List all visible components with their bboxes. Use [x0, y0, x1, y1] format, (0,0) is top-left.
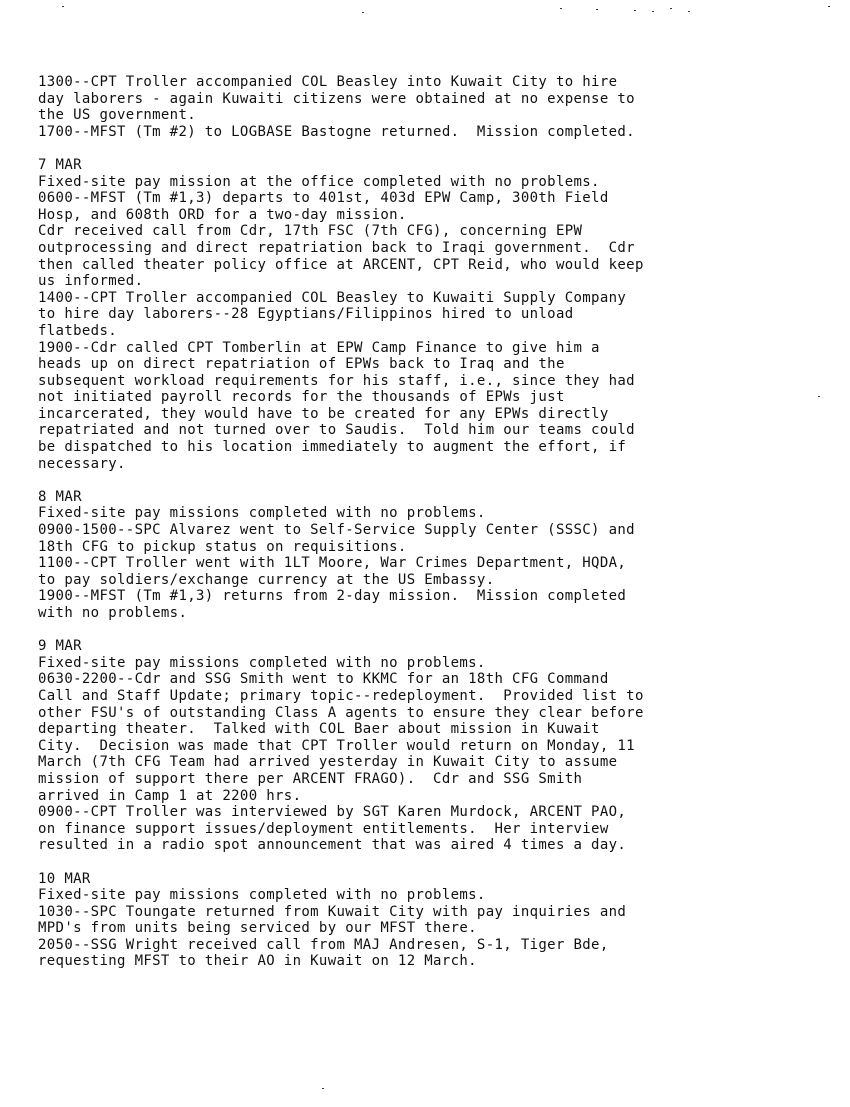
log-line: us informed.	[38, 273, 144, 290]
log-line: to hire day laborers--28 Egyptians/Filippinos hired to unload	[38, 306, 574, 323]
scan-speck	[560, 8, 562, 9]
log-line: day laborers - again Kuwaiti citizens were obtained at no expense to	[38, 90, 635, 107]
log-line: 0630-2200--Cdr and SSG Smith went to KKMC for an 18th CFG Command	[38, 671, 609, 688]
scan-speck	[688, 11, 690, 12]
log-line: other FSU's of outstanding Class A agents to ensure they clear before	[38, 704, 644, 721]
log-line: requesting MFST to their AO in Kuwait on 12 March.	[38, 953, 477, 970]
log-line: MPD's from units being serviced by our MFST there.	[38, 920, 477, 937]
scan-speck	[828, 6, 830, 7]
log-line: 1700--MFST (Tm #2) to LOGBASE Bastogne returned. Mission completed.	[38, 123, 635, 140]
document-page	[38, 74, 838, 970]
log-section-8-mar	[38, 489, 838, 622]
section-heading: 10 MAR	[38, 870, 91, 887]
log-line: mission of support there per ARCENT FRAGO). Cdr and SSG Smith	[38, 770, 583, 787]
section-spacer	[38, 854, 838, 871]
log-line: 1100--CPT Troller went with 1LT Moore, War Crimes Department, HQDA,	[38, 555, 627, 572]
log-line: March (7th CFG Team had arrived yesterday in Kuwait City to assume	[38, 754, 618, 771]
log-line: City. Decision was made that CPT Troller would return on Monday, 11	[38, 737, 635, 754]
log-line: necessary.	[38, 455, 126, 472]
log-line: 0900-1500--SPC Alvarez went to Self-Service Supply Center (SSSC) and	[38, 522, 635, 539]
log-line: 1400--CPT Troller accompanied COL Beasley to Kuwaiti Supply Company	[38, 289, 627, 306]
log-line: be dispatched to his location immediately to augment the effort, if	[38, 439, 627, 456]
scan-speck	[652, 11, 654, 12]
log-line: resulted in a radio spot announcement that was aired 4 times a day.	[38, 837, 627, 854]
log-section-7-mar	[38, 157, 838, 472]
log-line: Fixed-site pay missions completed with no problems.	[38, 654, 486, 671]
log-line: 1030--SPC Toungate returned from Kuwait City with pay inquiries and	[38, 903, 627, 920]
section-heading: 8 MAR	[38, 488, 82, 505]
log-line: departing theater. Talked with COL Baer about mission in Kuwait	[38, 721, 600, 738]
log-line: with no problems.	[38, 605, 188, 621]
log-line: 0900--CPT Troller was interviewed by SGT Karen Murdock, ARCENT PAO,	[38, 804, 627, 821]
log-line: flatbeds.	[38, 322, 118, 339]
log-line: the US government.	[38, 107, 197, 124]
log-line: subsequent workload requirements for his staff, i.e., since they had	[38, 372, 635, 389]
log-section	[38, 74, 838, 140]
log-line: 1900--MFST (Tm #1,3) returns from 2-day mission. Mission completed	[38, 588, 627, 605]
log-line: arrived in Camp 1 at 2200 hrs.	[38, 787, 302, 804]
log-line: to pay soldiers/exchange currency at the US Embassy.	[38, 571, 495, 588]
section-heading: 9 MAR	[38, 638, 82, 655]
scan-speck	[818, 396, 820, 397]
scan-speck	[362, 12, 364, 13]
scan-speck	[322, 1088, 324, 1089]
log-line: Fixed-site pay missions completed with no problems.	[38, 887, 486, 904]
scan-speck	[670, 8, 672, 9]
log-line: 1900--Cdr called CPT Tomberlin at EPW Camp Finance to give him a	[38, 339, 600, 356]
log-line: repatriated and not turned over to Saudis. Told him our teams could	[38, 422, 635, 439]
log-line: incarcerated, they would have to be created for any EPWs directly	[38, 405, 609, 422]
section-spacer	[38, 140, 838, 157]
log-line: not initiated payroll records for the thousands of EPWs just	[38, 389, 565, 406]
log-line: 1300--CPT Troller accompanied COL Beasley into Kuwait City to hire	[38, 74, 618, 90]
section-heading: 7 MAR	[38, 156, 82, 173]
log-section-10-mar	[38, 871, 838, 971]
log-line: then called theater policy office at ARCENT, CPT Reid, who would keep	[38, 256, 644, 273]
scan-speck	[634, 10, 636, 11]
log-line: on finance support issues/deployment entitlements. Her interview	[38, 820, 609, 837]
log-line: Fixed-site pay mission at the office completed with no problems.	[38, 173, 600, 190]
log-line: 2050--SSG Wright received call from MAJ Andresen, S-1, Tiger Bde,	[38, 936, 609, 953]
section-spacer	[38, 472, 838, 489]
log-line: Cdr received call from Cdr, 17th FSC (7th CFG), concerning EPW	[38, 223, 583, 240]
scan-speck	[62, 6, 64, 7]
log-line: Call and Staff Update; primary topic--redeployment. Provided list to	[38, 687, 644, 704]
log-line: 0600--MFST (Tm #1,3) departs to 401st, 403d EPW Camp, 300th Field	[38, 190, 609, 207]
log-line: outprocessing and direct repatriation back to Iraqi government. Cdr	[38, 239, 635, 256]
log-line: heads up on direct repatriation of EPWs back to Iraq and the	[38, 356, 565, 373]
scan-speck	[596, 9, 598, 10]
log-section-9-mar	[38, 638, 838, 854]
log-line: 18th CFG to pickup status on requisitions.	[38, 538, 407, 555]
section-spacer	[38, 622, 838, 639]
log-line: Hosp, and 608th ORD for a two-day mission.	[38, 206, 407, 223]
log-line: Fixed-site pay missions completed with no problems.	[38, 505, 486, 522]
